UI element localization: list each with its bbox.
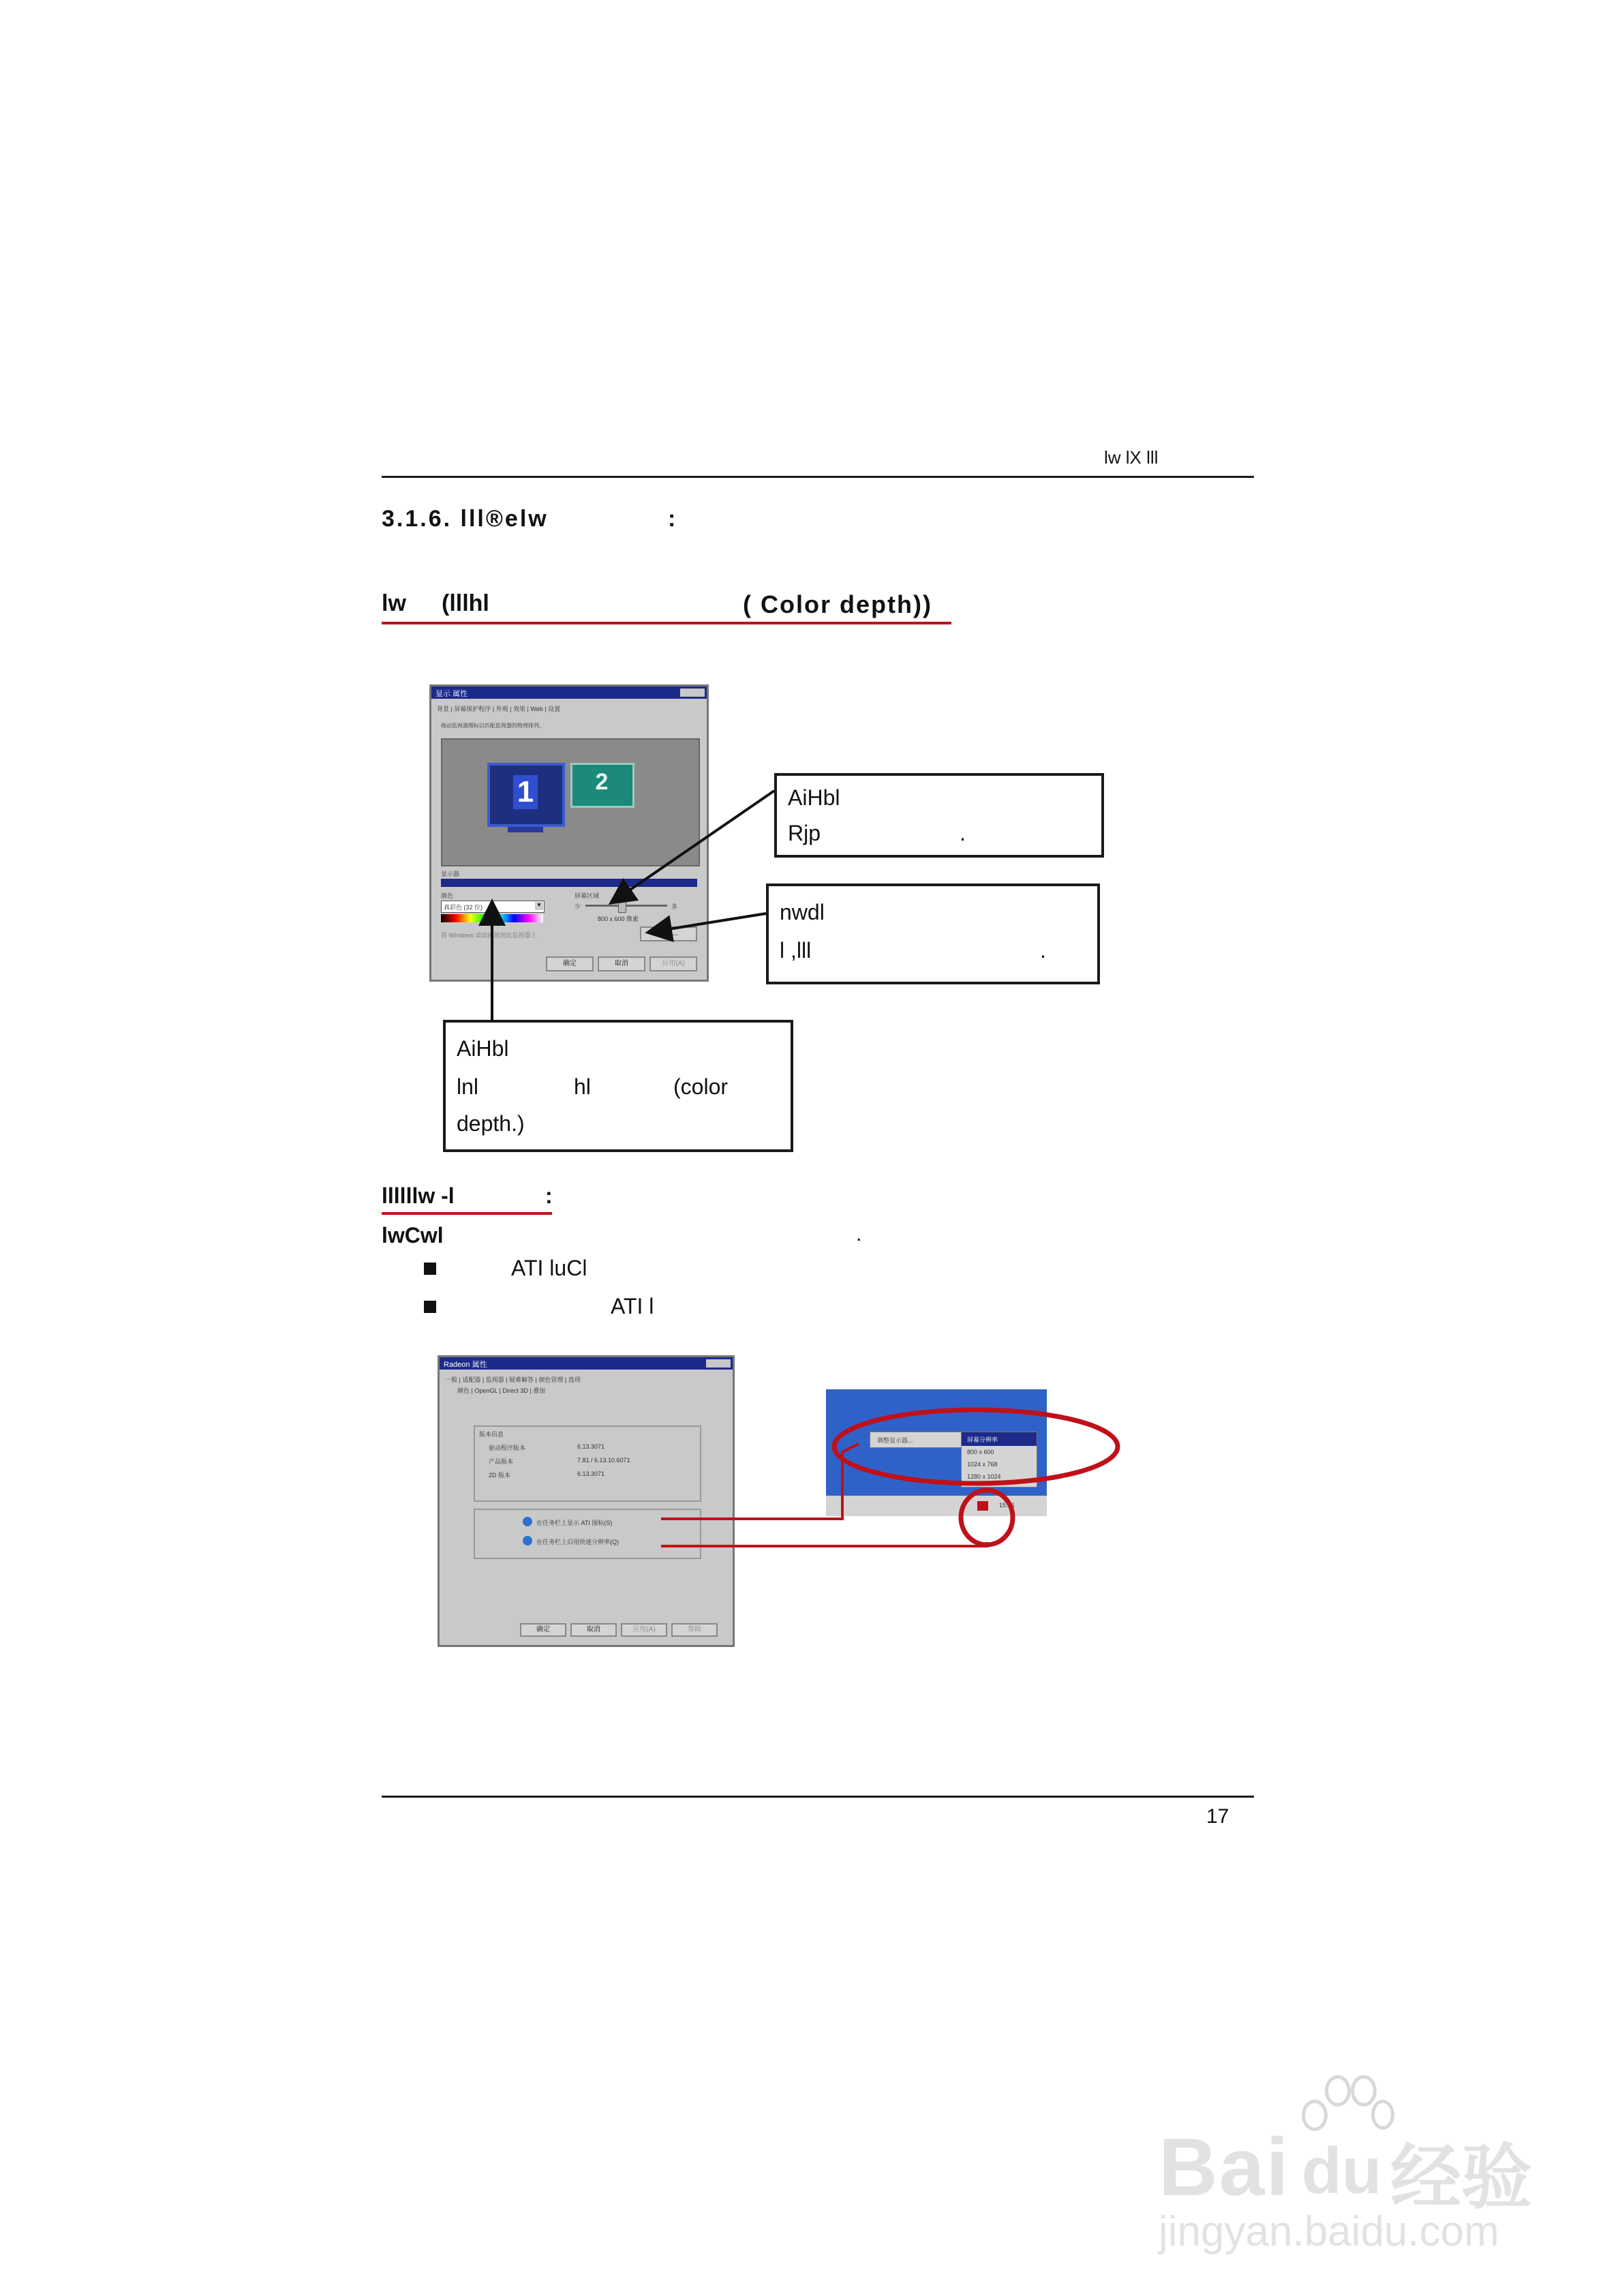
callout-advanced-dot: . [1040,938,1046,963]
tray-submenu-title[interactable]: 屏幕分辨率 [967,1436,998,1443]
watermark-url: jingyan.baidu.com [1159,2208,1499,2255]
ok-button[interactable]: 确定 [546,956,594,971]
screen-area-less: 少 [575,903,581,910]
red-ellipse-menu [834,1410,1118,1483]
tray-submenu-item-1[interactable]: 800 x 600 [967,1449,994,1455]
ati-help-button[interactable]: 帮助 [671,1623,718,1637]
advanced-button[interactable]: 高级... [640,926,697,941]
ati-ok-button[interactable]: 确定 [520,1623,566,1637]
callout-color-depth-line2c: (color [673,1074,729,1099]
monitor-1-number: 1 [513,775,538,809]
footer-rule [382,1796,1254,1798]
ati-apply-button[interactable]: 应用(A) [621,1623,667,1637]
watermark-brand-du: du [1302,2134,1382,2207]
colors-select-value: 真彩色 (32 位) [444,904,483,911]
callout-color-depth-line1: AiHbl [457,1036,509,1061]
screen-area-label: 屏幕区域 [575,892,600,899]
display-label: 显示器 [441,871,460,877]
ati-version-group-title: 版本信息 [479,1431,504,1438]
ati-row-value-1: 6.13.3071 [577,1443,605,1450]
page-number: 17 [1206,1805,1229,1828]
ati-row-value-3: 6.13.3071 [577,1470,605,1477]
tray-intro: lwCwl [382,1223,444,1248]
callout-screen-area-dot: . [960,821,966,845]
callout-color-depth-line3: depth.) [457,1111,525,1136]
tray-submenu-item-2[interactable]: 1024 x 768 [967,1461,998,1468]
apply-button[interactable]: 应用(A) [649,956,697,971]
screen-area-more: 多 [671,903,678,910]
window-hint: 拖动监视器图标以匹配监视器的物理排列。 [441,723,545,729]
red-connector-1 [661,1444,859,1519]
colors-label: 颜色 [441,892,454,899]
subhead-mid: (lllhl [442,590,489,616]
section-title: 3.1.6. lll®elw [382,506,549,532]
monitor-2-number: 2 [595,769,609,795]
red-circle-tray-icon [961,1490,1013,1545]
callout-advanced-line1: nwdl [780,900,825,924]
tray-submenu-item-3[interactable]: 1280 x 1024 [967,1473,1001,1480]
callout-color-depth-line2a: lnl [457,1074,479,1099]
subhead-left: lw [382,590,406,616]
callout-color-depth-line2b: hl [574,1074,591,1099]
subhead-color-depth: ( Color depth)) [743,590,932,618]
ati-option-2[interactable]: 在任务栏上启用快速分辨率(Q) [536,1539,619,1545]
running-header: lw lX lll [1104,447,1159,468]
callout-screen-area-line2: Rjp [788,821,821,845]
extend-desktop-checkbox[interactable]: 将 Windows 桌面扩展到此监视器上 [441,932,537,939]
tray-intro-dot: . [856,1223,862,1245]
ati-window-title: Radeon 属性 [444,1361,487,1369]
window-tabs[interactable]: 背景 | 屏幕保护程序 | 外观 | 效果 | Web | 设置 [437,706,561,712]
callout-advanced-line2: l ,lll [780,938,812,963]
ati-row-label-3: 2D 版本 [489,1472,511,1479]
bullet-item-1: ATI luCl [511,1256,587,1280]
ati-cancel-button[interactable]: 取消 [570,1623,617,1637]
watermark-suffix: 经验 [1390,2139,1533,2218]
red-connector-2 [661,1542,987,1546]
callout-screen-area-line1: AiHbl [788,785,840,810]
ati-row-value-2: 7.81 / 6.13.10.6071 [577,1457,630,1464]
screen-area-value: 800 x 600 像素 [598,916,639,922]
ati-row-label-2: 产品版本 [489,1458,514,1465]
watermark-brand: Bai [1159,2121,1290,2213]
ati-option-1[interactable]: 在任务栏上显示 ATI 图标(S) [536,1520,613,1526]
bullet-item-2: ATI l [611,1294,654,1318]
ati-tabs-row2[interactable]: 颜色 | OpenGL | Direct 3D | 叠加 [457,1387,546,1394]
window-title: 显示 属性 [435,690,468,698]
tray-heading-colon: : [545,1183,553,1208]
ati-tabs-row1[interactable]: 一般 | 适配器 | 监视器 | 疑难解答 | 颜色管理 | 选项 [445,1376,581,1383]
ati-row-label-1: 驱动程序版本 [489,1445,526,1451]
cancel-button[interactable]: 取消 [598,956,645,971]
tray-clock: 15:46 [999,1502,1015,1509]
section-title-colon: : [668,506,676,532]
tray-heading: llllllw -l [382,1183,455,1208]
tray-menu-item-1[interactable]: 调整显示器... [877,1437,913,1444]
chevron-down-icon[interactable]: ▼ [535,902,543,910]
